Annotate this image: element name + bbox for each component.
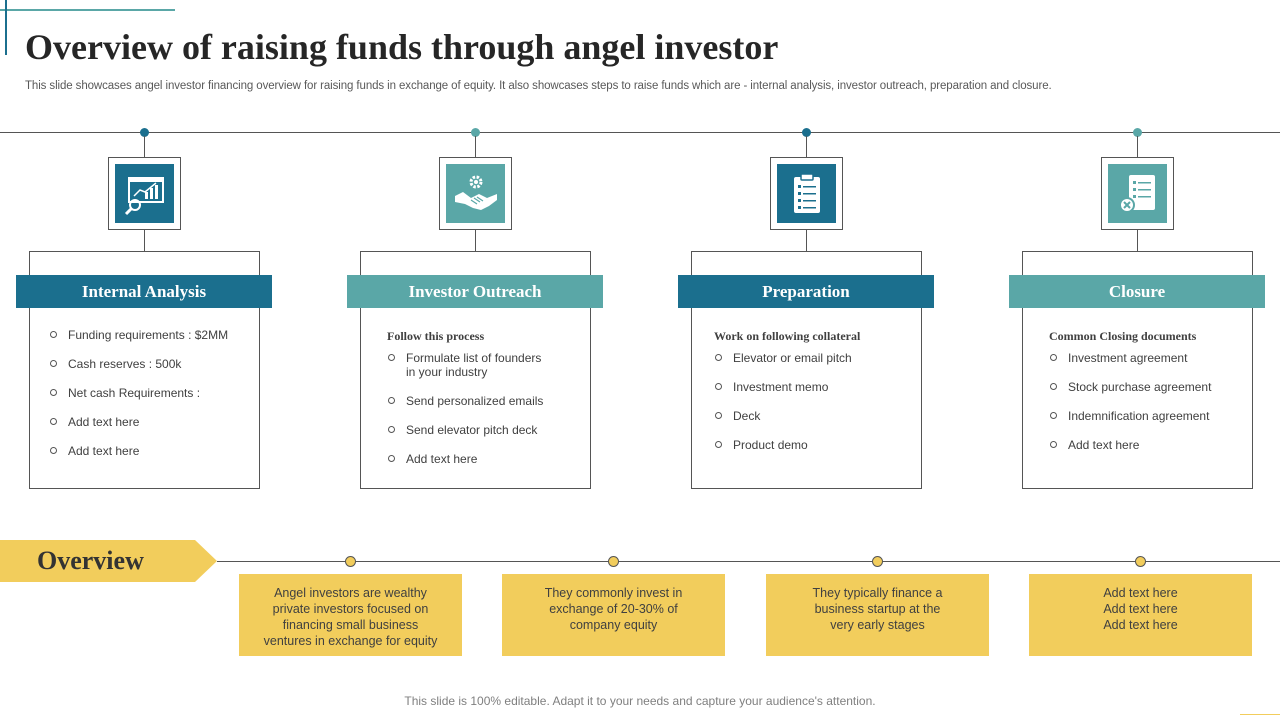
corner-accent-vertical <box>5 0 7 55</box>
connector-line <box>144 136 145 157</box>
list-item: Indemnification agreement <box>1050 409 1211 423</box>
icon-frame <box>439 157 512 230</box>
icon-frame <box>108 157 181 230</box>
list-item: Deck <box>715 409 852 423</box>
clipboard-checklist-icon <box>777 164 836 223</box>
list-item: Formulate list of founders in your industry <box>388 351 543 379</box>
connector-line <box>475 136 476 157</box>
step-intro: Work on following collateral <box>714 329 861 343</box>
page-title: Overview of raising funds through angel investor <box>25 27 779 67</box>
step-items <box>1050 351 1211 452</box>
step-intro: Common Closing documents <box>1049 329 1197 343</box>
footer-note: This slide is 100% editable. Adapt it to your needs and capture your audience's attention. <box>404 694 876 708</box>
corner-accent-bottom <box>1240 714 1280 715</box>
list-item: Net cash Requirements : <box>50 386 228 400</box>
step-intro: Follow this process <box>387 329 485 343</box>
list-item: Send personalized emails <box>388 394 543 408</box>
list-item: Elevator or email pitch <box>715 351 852 365</box>
list-item: Stock purchase agreement <box>1050 380 1211 394</box>
step-items <box>388 351 543 466</box>
connector-line <box>1137 136 1138 157</box>
page-subtitle: This slide showcases angel investor financing overview for raising funds in exchange of equity. It also showcases steps to raise funds which are - internal analysis, investor outreach, preparation and closure. <box>25 80 1052 92</box>
connector-line <box>1137 229 1138 251</box>
overview-timeline <box>217 561 1280 562</box>
step-heading: Closure <box>1009 275 1265 308</box>
overview-dot <box>872 556 883 567</box>
list-item: Add text here <box>1050 438 1211 452</box>
step-investor-outreach <box>347 128 603 490</box>
overview-box: Angel investors are wealthy private investors focused on financing small business ventures in exchange for equity <box>239 574 462 656</box>
step-heading: Investor Outreach <box>347 275 603 308</box>
icon-frame <box>770 157 843 230</box>
list-item: Product demo <box>715 438 852 452</box>
list-item: Cash reserves : 500k <box>50 357 228 371</box>
overview-box: Add text here Add text here Add text here <box>1029 574 1252 656</box>
list-item: Add text here <box>388 452 543 466</box>
overview-label: Overview <box>37 546 144 575</box>
overview-dot <box>608 556 619 567</box>
connector-line <box>475 229 476 251</box>
list-item: Investment memo <box>715 380 852 394</box>
list-item: Send elevator pitch deck <box>388 423 543 437</box>
step-preparation <box>678 128 934 490</box>
list-item: Add text here <box>50 444 228 458</box>
step-heading: Preparation <box>678 275 934 308</box>
step-items <box>715 351 852 452</box>
icon-frame <box>1101 157 1174 230</box>
list-item: Add text here <box>50 415 228 429</box>
connector-line <box>806 229 807 251</box>
step-internal-analysis <box>16 128 272 490</box>
list-item: Investment agreement <box>1050 351 1211 365</box>
analytics-magnifier-icon <box>115 164 174 223</box>
step-closure <box>1009 128 1265 490</box>
overview-dot <box>1135 556 1146 567</box>
overview-dot <box>345 556 356 567</box>
overview-box: They commonly invest in exchange of 20-30% of company equity <box>502 574 725 656</box>
corner-accent-horizontal <box>0 9 175 11</box>
connector-line <box>806 136 807 157</box>
connector-line <box>144 229 145 251</box>
overview-box: They typically finance a business startup at the very early stages <box>766 574 989 656</box>
document-rejected-icon <box>1108 164 1167 223</box>
list-item: Funding requirements : $2MM <box>50 328 228 342</box>
step-heading: Internal Analysis <box>16 275 272 308</box>
handshake-gear-icon <box>446 164 505 223</box>
step-items <box>50 328 228 458</box>
